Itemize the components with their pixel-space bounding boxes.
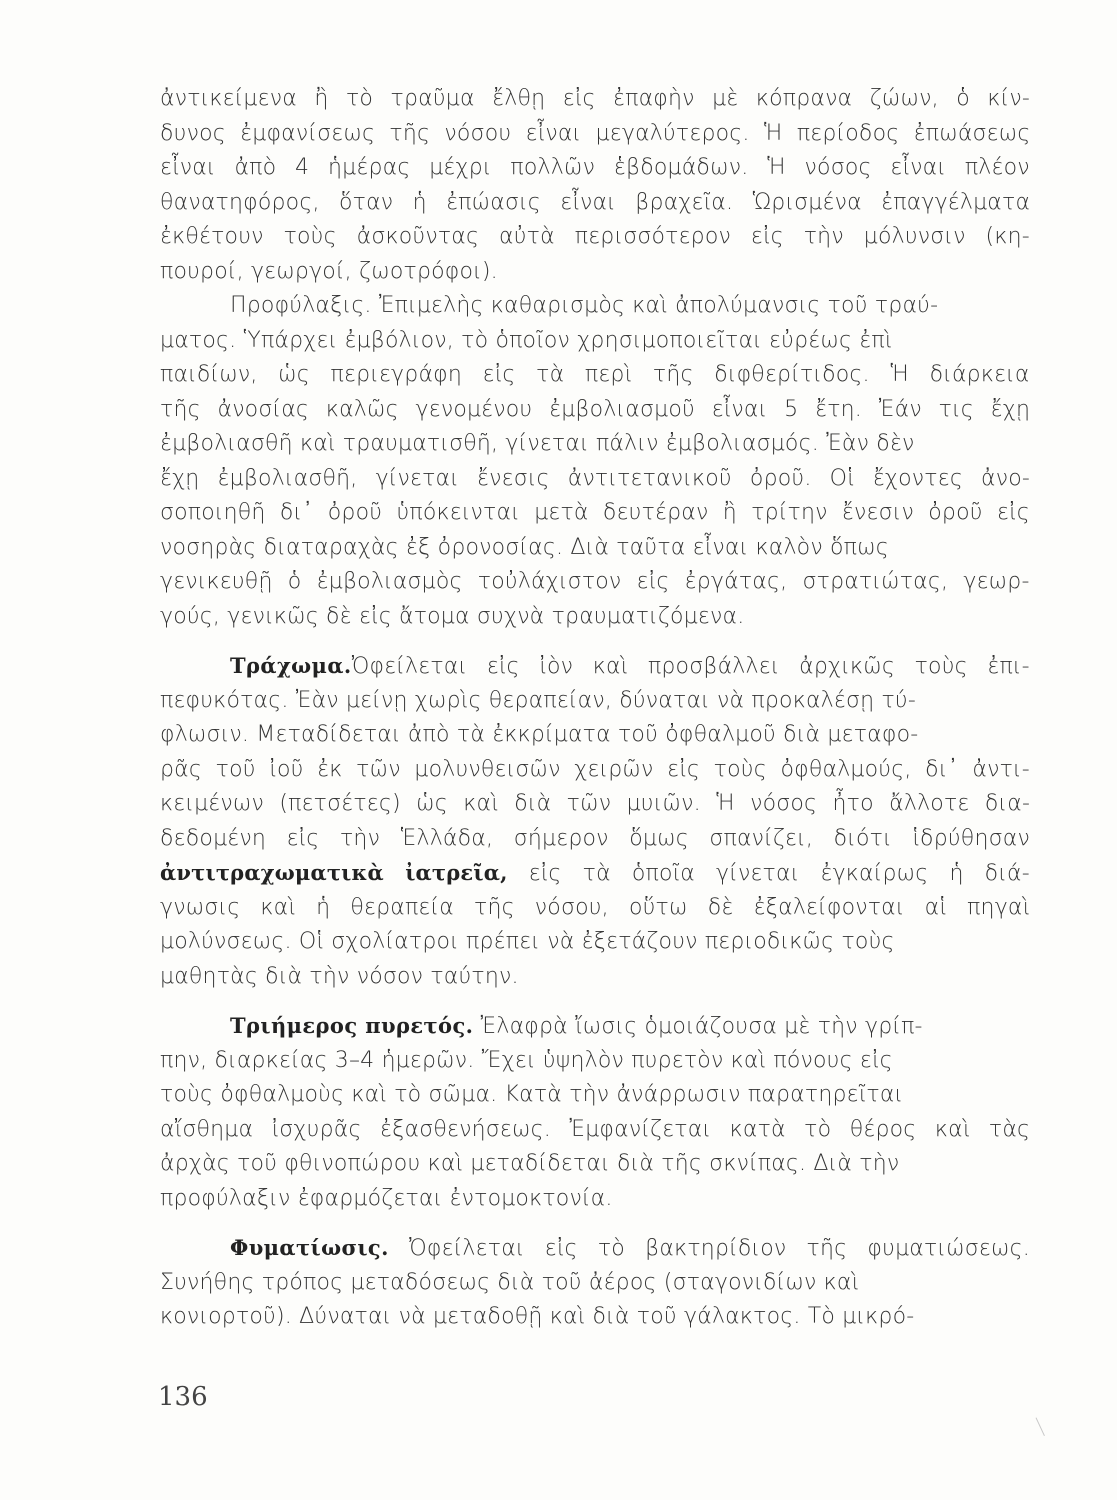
bold-term: ἀντιτραχωματικὰ ἰατρεῖα, (160, 860, 508, 885)
text-line (160, 428, 915, 460)
text-line (160, 1301, 914, 1333)
text-line (230, 1232, 1030, 1264)
line-text: Προφύλαξις. Ἐπιμελὴς καθαρισμὸς καὶ ἀπολύμανσις τοῦ τραύ- (230, 293, 939, 318)
text-line (160, 961, 519, 993)
text-line (230, 650, 1030, 682)
line-text: κειμένων (πετσέτες) ὡς καὶ διὰ τῶν μυιῶν. Ἡ νόσος ἦτο ἄλλοτε δια- (160, 791, 1031, 816)
line-text: τῆς ἀνοσίας καλῶς γενομένου ἐμβολιασμοῦ εἶναι 5 ἔτη. Ἐάν τις ἔχῃ (160, 396, 1031, 422)
text-line (160, 926, 895, 958)
line-text: ἐμβολιασθῆ καὶ τραυματισθῆ, γίνεται πάλιν ἐμβολιασμός. Ἐὰν δὲν (160, 431, 915, 456)
line-text: ἀρχὰς τοῦ φθινοπώρου καὶ μεταδίδεται διὰ τῆς σκνίπας. Διὰ τὴν (160, 1151, 900, 1176)
text-line (160, 1267, 859, 1299)
line-text: πουροί, γεωργοί, ζωοτρόφοι). (160, 258, 498, 284)
section-heading: Τριήμερος πυρετός. (230, 1013, 474, 1038)
text-line (160, 601, 744, 633)
text-line (230, 290, 938, 322)
line-text: Ὀφείλεται εἰς τὸ βακτηρίδιον τῆς φυματιώσεως. (388, 1236, 1030, 1261)
line-text: θανατηφόρος, ὅταν ἡ ἐπώασις εἶναι βραχεῖα. Ὡρισμένα ἐπαγγέλματα (160, 189, 1031, 215)
text-line (160, 221, 1030, 253)
text-line (160, 719, 918, 751)
text-line (230, 1010, 923, 1042)
text-line (160, 857, 1030, 889)
section-heading: Φυματίωσις. (230, 1235, 389, 1260)
line-text: Συνήθης τρόπος μεταδόσεως διὰ τοῦ ἀέρος (σταγονιδίων καὶ (160, 1269, 860, 1295)
line-text: πην, διαρκείας 3–4 ἡμερῶν. Ἔχει ὑψηλὸν πυρετὸν καὶ πόνους εἰς (160, 1047, 893, 1073)
line-text: ρᾶς τοῦ ἰοῦ ἐκ τῶν μολυνθεισῶν χειρῶν εἰς τοὺς ὀφθαλμούς, δι᾽ ἀντι- (160, 756, 1030, 782)
line-text: γούς, γενικῶς δὲ εἰς ἄτομα συχνὰ τραυματιζόμενα. (160, 603, 745, 629)
line-text: παιδίων, ὡς περιεγράφη εἰς τὰ περὶ τῆς διφθερίτιδος. Ἡ διάρκεια (160, 362, 1030, 387)
section-heading: Τράχωμα. (230, 653, 352, 678)
text-line (160, 359, 1030, 391)
text-line (160, 566, 1030, 598)
line-text: τοὺς ὀφθαλμοὺς καὶ τὸ σῶμα. Κατὰ τὴν ἀνάρρωσιν παρατηρεῖται (160, 1082, 904, 1107)
text-line (160, 118, 1031, 150)
text-line (160, 754, 1030, 786)
text-line (160, 892, 1030, 924)
text-line (160, 685, 916, 717)
text-line (160, 394, 1030, 426)
line-text: κονιορτοῦ). Δύναται νὰ μεταδοθῇ καὶ διὰ τοῦ γάλακτος. Τὸ μικρό- (160, 1304, 915, 1329)
text-line (160, 497, 1030, 529)
text-line (160, 823, 1030, 855)
line-text: εἰς τὰ ὁποῖα γίνεται ἐγκαίρως ἡ διά- (507, 861, 1030, 886)
line-text: νοσηρὰς διαταραχὰς ἐξ ὀρονοσίας. Διὰ ταῦτα εἶναι καλὸν ὅπως (160, 534, 889, 560)
text-line (160, 1148, 899, 1180)
text-line (160, 463, 1030, 495)
margin-mark (1030, 1417, 1045, 1438)
line-text: εἶναι ἀπὸ 4 ἡμέρας μέχρι πολλῶν ἑβδομάδων. Ἡ νόσος εἶναι πλέον (160, 155, 1030, 180)
text-line (160, 1114, 1030, 1146)
line-text: φλωσιν. Μεταδίδεται ἀπὸ τὰ ἐκκρίματα τοῦ ὀφθαλμοῦ διὰ μεταφο- (160, 722, 919, 747)
text-line (160, 532, 889, 564)
line-text: αἴσθημα ἰσχυρᾶς ἐξασθενήσεως. Ἐμφανίζεται κατὰ τὸ θέρος καὶ τὰς (160, 1116, 1031, 1142)
text-line (160, 152, 1030, 184)
line-text: ἔχῃ ἐμβολιασθῆ, γίνεται ἔνεσις ἀντιτετανικοῦ ὀροῦ. Οἱ ἔχοντες ἀνο- (160, 465, 1031, 491)
line-text: Ἐλαφρὰ ἴωσις ὁμοιάζουσα μὲ τὴν γρίπ- (473, 1014, 923, 1039)
text-line (160, 1045, 893, 1077)
line-text: ματος. Ὑπάρχει ἐμβόλιον, τὸ ὁποῖον χρησιμοποιεῖται εὐρέως ἐπὶ (160, 327, 893, 353)
line-text: ἀντικείμενα ἢ τὸ τραῦμα ἔλθῃ εἰς ἐπαφὴν μὲ κόπρανα ζώων, ὁ κίν- (160, 86, 1031, 111)
line-text: γνωσις καὶ ἡ θεραπεία τῆς νόσου, οὕτω δὲ ἐξαλείφονται αἱ πηγαὶ (160, 894, 1031, 920)
line-text: προφύλαξιν ἐφαρμόζεται ἐντομοκτονία. (160, 1185, 613, 1211)
line-text: σοποιηθῆ δι᾽ ὀροῦ ὑπόκεινται μετὰ δευτέραν ἢ τρίτην ἔνεσιν ὀροῦ εἰς (160, 500, 1030, 525)
line-text: μολύνσεως. Οἱ σχολίατροι πρέπει νὰ ἐξετάζουν περιοδικῶς τοὺς (160, 929, 895, 954)
text-line (160, 788, 1030, 820)
text-line (160, 1079, 903, 1111)
line-text: πεφυκότας. Ἐὰν μείνῃ χωρὶς θεραπείαν, δύναται νὰ προκαλέσῃ τύ- (160, 687, 916, 713)
text-line (160, 1183, 613, 1215)
line-text: ἐκθέτουν τοὺς ἀσκοῦντας αὐτὰ περισσότερον εἰς τὴν μόλυνσιν (κη- (160, 224, 1030, 249)
line-text: γενικευθῇ ὁ ἐμβολιασμὸς τοὐλάχιστον εἰς ἐργάτας, στρατιώτας, γεωρ- (160, 569, 1030, 594)
text-line (160, 256, 498, 288)
text-line (160, 83, 1030, 115)
line-text: Ὀφείλεται εἰς ἰὸν καὶ προσβάλλει ἀρχικῶς τοὺς ἐπι- (351, 654, 1030, 679)
text-line (160, 187, 1030, 219)
line-text: δυνος ἐμφανίσεως τῆς νόσου εἶναι μεγαλύτερος. Ἡ περίοδος ἐπωάσεως (160, 120, 1031, 146)
text-line (160, 325, 892, 357)
line-text: δεδομένη εἰς τὴν Ἑλλάδα, σήμερον ὅμως σπανίζει, διότι ἱδρύθησαν (160, 825, 1030, 851)
page-number: 136 (158, 1382, 208, 1412)
line-text: μαθητὰς διὰ τὴν νόσον ταύτην. (160, 963, 519, 989)
